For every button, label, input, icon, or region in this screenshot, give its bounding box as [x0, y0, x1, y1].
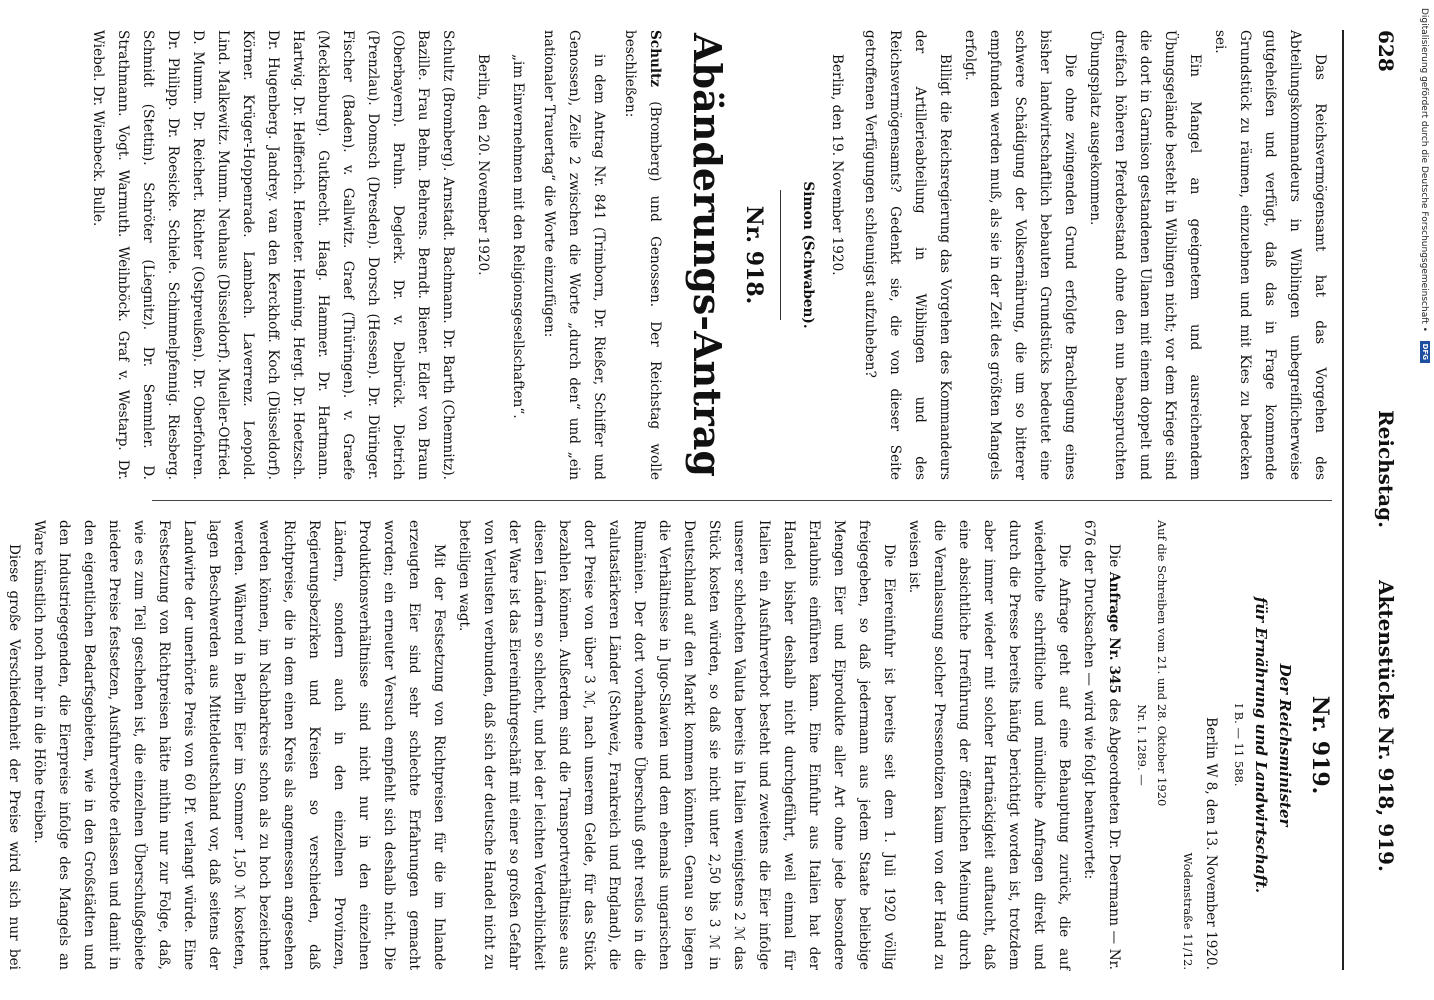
digitization-credit — [1420, 8, 1430, 988]
answer-paragraph: Die Eiereinfuhr ist bereits seit dem 1. Juli 1920 völlig freigegeben, so daß jedermann aus jedem Staate beliebige Mengen Eier und Eiprodukte aller Art ohne jede besondere Erlaubnis einführen kann. Eine Einfuhr aus Italien hat der Handel bisher deshalb nicht durchgeführt, weil einmal für Italien ein Ausfuhrverbot besteht und zweitens die Eier infolge unserer schlechten Valuta bereits in Italien wenigstens 2 ℳ das Stück kosten würden, so daß sie nicht unter 2,50 bis 3 ℳ in Deutschland auf den Markt kommen könnten. Genau so liegen die Verhältnisse in Jugo-Slawien und dem ehemals ungarischen Rumänien. Der dort vorhandene Überschuß geht restlos in die valutastärkeren Länder (Schweiz, Frankreich und England), die dort Preise von über 3 ℳ, nach unserem Gelde, für das Stück bezahlen können. Außerdem sind die Transportverhältnisse aus diesen Ländern so schlecht, und bei der leichten Verderblichkeit der Ware ist das Eiereinfuhrgeschäft mit einer so großen Gefahr von Verlusten verbunden, daß sich der deutsche Handel nicht zu beteiligen wagt. — [456, 520, 897, 970]
header-title: Aktenstücke Nr. 918, 919. — [1374, 580, 1398, 872]
antrag-body: in dem Antrag Nr. 841 (Trimborn, Dr. Rießer, Schiffer und Genossen), Zeile 2 zwischen die Worte „durch den“ und „ein nationaler Trauertag“ die Worte einzufügen: — [541, 30, 607, 480]
column-divider — [152, 500, 1332, 501]
date-line: Berlin W 8, den 13. November 1920. — [1203, 717, 1219, 970]
answer-paragraph: Die Anfrage geht auf eine Behauptung zurück, die auf wiederholte schriftliche und mündliche Anfragen direkt und durch die Presse bereits häufig berichtigt worden ist, trotzdem aber immer wieder mit solcher Hartnäckigkeit auftaucht, daß eine absichtliche Irreführung der öffentlichen Meinung durch die Veranlassung solcher Pressenotizen kaum von der Hand zu weisen ist. — [906, 520, 1072, 970]
left-column — [42, 30, 1332, 480]
address-line: Wodenstraße 11/12. — [1181, 852, 1195, 970]
antrag-insert: „im Einvernehmen mit den Religionsgesellschaften“. — [510, 54, 526, 419]
answer-paragraph: Diese große Verschiedenheit der Preise wird sich nur bei — [6, 544, 22, 970]
page-header — [1342, 30, 1404, 970]
answer-paragraph: Mit der Festsetzung von Richtpreisen für die im Inlande erzeugten Eier sind sehr schlechte Erfahrungen gemacht worden; ein erneuter Versuch empfiehlt sich deshalb nicht. Die Produktionsverhältnisse sind nicht nur in den einzelnen Ländern, sondern auch in den einzelnen Provinzen, Regierungsbezirken und Kreisen so verschieden, daß Richtpreise, die in dem einen Kreis als angemessen angesehen werden können, im Nachbarkreis schon als zu hoch bezeichnet werden. Während in Berlin Eier im Sommer 1,50 ℳ kosteten, lagen Beschwerden aus Mitteldeutschland vor, daß seitens der Landwirte der unerhörte Preis von 60 Pf. verlangt würde. Eine Festsetzung von Richtpreisen hätte mithin nur zur Folge, daß, wie es zum Teil geschehen ist, die einzelnen Überschußgebiete niedere Preise festsetzen, Ausfuhrverbote erlassen und damit in den eigentlichen Bedarfsgebieten, wie in den Großstädten und den Industriegegenden, die Eierpreise infolge des Mangels an Ware künstlich noch mehr in die Höhe treiben. — [31, 520, 447, 970]
right-column — [6, 520, 1333, 970]
document-page — [6, 30, 1412, 970]
reference-number: I B. — 11 588. — [1232, 703, 1246, 787]
page-number: 628 — [1374, 30, 1398, 72]
date-line: Berlin, den 19. November 1920. — [829, 54, 845, 276]
document-number-919: Nr. 919. — [1307, 695, 1333, 795]
intro-paragraph: Billigt die Reichsregierung das Vorgehen des Kommandeurs der Artillerieabteilung in Wiblingen und des Reichsvermögensamts? Gedenkt sie, die von dieser Seite getroffenen Verfügungen schleunigst aufzuheben? — [862, 30, 953, 480]
anfrage-intro: Die Anfrage Nr. 345 des Abgeordneten Dr. Deermann — Nr. 676 der Drucksachen — wird wie folgt beantwortet: — [1081, 520, 1122, 970]
minister-title: Der Reichsminister für Ernährung und Landwirtschaft. — [1252, 596, 1294, 894]
reference-letter-number: Nr. I. 1289. — — [1135, 704, 1149, 786]
credit-text: Digitalisierung gefördert durch die Deutsche Forschungsgemeinschaft • — [1419, 8, 1429, 332]
section-heading: Abänderungs-Antrag — [685, 33, 730, 477]
antrag-name: Schultz — [647, 30, 663, 88]
intro-paragraph: Die ohne zwingenden Grund erfolgte Brachlegung eines bisher landwirtschaftlich bebauten Grundstücks bedeutet eine schwere Schädigung der Volksernährung, die um so bitterer empfunden werden muß, als sie in der Zeit des größten Mangels erfolgt. — [962, 30, 1078, 480]
signer-name: Simon (Schwaben). — [800, 181, 816, 329]
dfg-logo: DFG — [1420, 341, 1430, 363]
date-line: Berlin, den 20. November 1920. — [475, 54, 491, 276]
reference-letter: Auf die Schreiben vom 21. und 28. Oktober 1920 — [1155, 520, 1169, 807]
intro-paragraph: Ein Mangel an geeignetem und ausreichendem Übungsgelände besteht in Wiblingen nicht; vor dem Kriege sind die dort in Garnison gestandenen Ulanen mit einem doppelt und dreifach höheren Pferdebestand ohne den nun beanspruchten Übungsplatz ausgekommen. — [1087, 30, 1203, 480]
antrag-intro: Schultz (Bromberg) und Genossen. Der Reichstag wolle beschließen: — [622, 30, 663, 480]
document-number-918: Nr. 918. — [741, 205, 767, 305]
intro-paragraph: Das Reichsvermögensamt hat das Vorgehen des Abteilungskommandeurs in Wiblingen unbegreiflicherweise gutgeheißen und verfügt, daß das in Frage kommende Grundstück zu räumen, einzuebnen und mit Kies zu bedecken sei. — [1212, 30, 1328, 480]
header-body: Reichstag. — [1374, 410, 1398, 529]
section-rule — [780, 190, 781, 320]
signatory-list: Schultz (Bromberg). Arnstadt. Bachmann. Dr. Barth (Chemnitz). Bazille. Frau Behm. Behrens. Berndt. Biener. Edler von Braun (Oberbayern). Bruhn. Deglerk. Dr. v. Delbrück. Dietrich (Prenzlau). Domsch (Dresden). Dorsch (Hessen). Dr. Düringer. Fischer (Baden). v. Gallwitz. Graef (Thüringen). v. Graefe (Mecklenburg). Gutknecht. Haag. Hammer. Dr. Hartmann. Hartwig. Dr. Helfferich. Hemeter. Henning. Hergt. Dr. Hoetzsch. Dr. Hugenberg. Jandrey. van den Kerckhoff. Koch (Düsseldorf). Körner. Krüger-Hoppenrade. Lambach. Laverrenz. Leopold. Lind. Malkewitz. Mumm. Neuhaus (Düsseldorf). Mueller-Otfried. D. Mumm. Dr. Reichert. Richter (Ostpreußen). Dr. Oberfohren. Dr. Philipp. Dr. Roesicke. Schiele. Schimmelpfennig. Riesberg. Schmidt (Stettin). Schröter (Liegnitz). Dr. Semmler. D. Strathmann. Vogt. Warmuth. Weilnböck. Graf v. Westarp. Dr. Wiebel. Dr. Wienbeck. Bulle. — [90, 30, 456, 480]
